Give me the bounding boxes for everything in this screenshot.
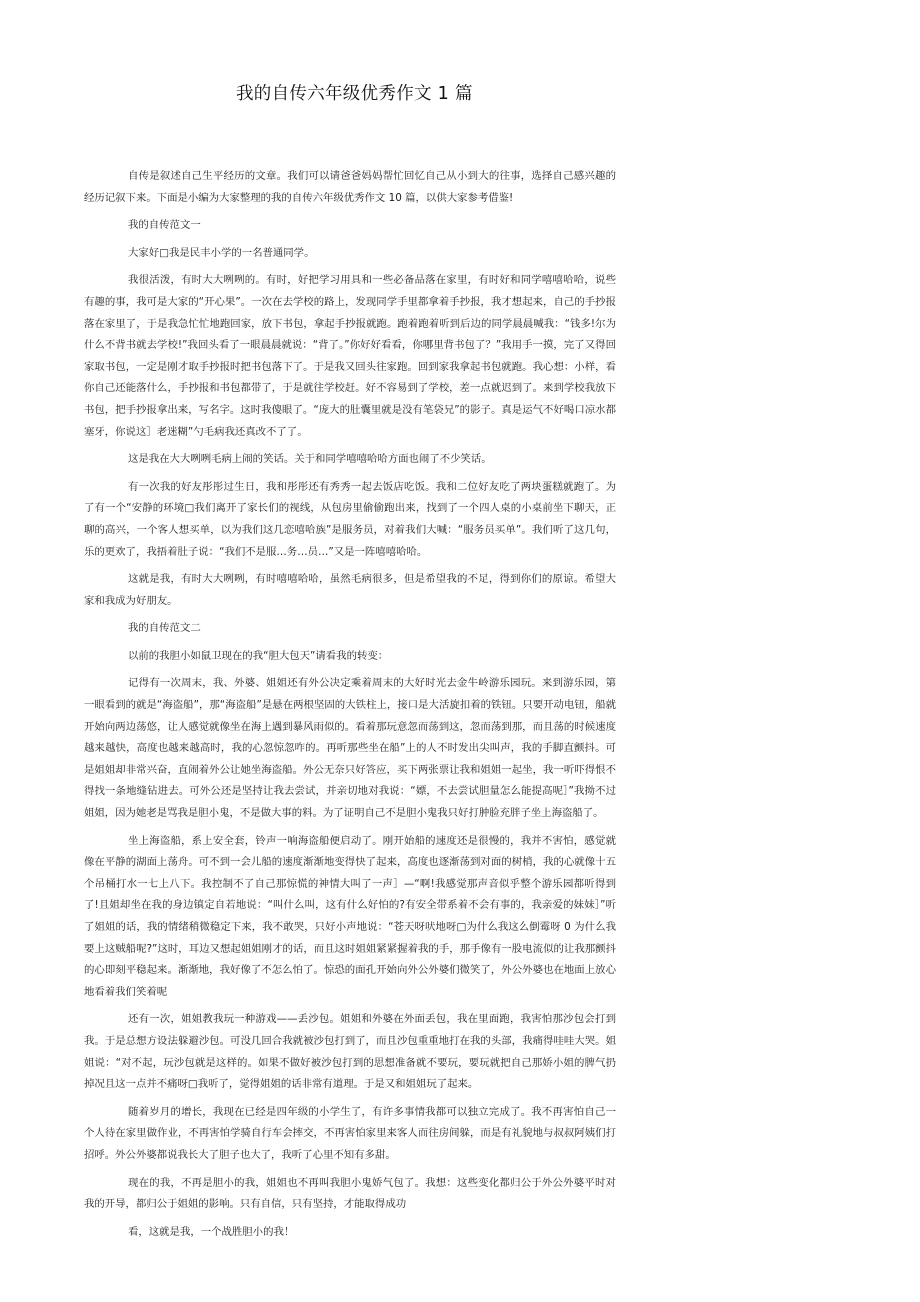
paragraph: 这就是我，有时大大咧咧，有时嘻嘻哈哈，虽然毛病很多，但是希望我的不足，得到你们的原谅。希望大家和我成为好朋友。 bbox=[84, 573, 616, 607]
section-heading-1: 我的自传范文一 bbox=[128, 219, 201, 232]
paragraph: 我很活泼，有时大大咧咧的。有时，好把学习用具和一些必备品落在家里，有时好和同学嘻嘻哈哈，说些有趣的事，我可是大家的“开心果”。一次在去学校的路上，发现同学手里都拿着手抄报，我才想起来，自己的手抄报落在家里了，于是我急忙忙地跑回家，放下书包，拿起手抄报就跑。跑着跑着听到后边的同学晨晨喊我：“钱多!尔为什么不背书就去学校!”我回头看了一眼晨晨就说：“背了。”你好好看看，你哪里背书包了？”我用手一摸，完了又得回家取书包，一定是刚才取手抄报时把书包落下了。于是我又回头往家跑。回到家我拿起书包就跑。我心想：小样，看你自己还能落什么，手抄报和书包都带了，于是就往学校赶。好不容易到了学校，差一点就迟到了。来到学校我放下书包，把手抄报拿出来，写名字。这时我傻眼了。“庞大的肚囊里就是没有笔袋兄”的影子。真是运气不好喝口凉水都塞牙，你说这］老迷糊”勺毛病我还真改不了了。 bbox=[84, 274, 616, 438]
section-heading-2: 我的自传范文二 bbox=[128, 622, 201, 635]
paragraph: 现在的我，不再是胆小的我，姐姐也不再叫我胆小鬼娇气包了。我想：这些变化都归公于外公外婆平时对我的开导，都归公于姐姐的影响。只有自信，只有坚持，才能取得成功 bbox=[84, 1176, 616, 1211]
paragraph: 大家好□我是民丰小学的一名普通同学。 bbox=[128, 246, 315, 259]
paragraph: 还有一次，姐姐教我玩一种游戏——丢沙包。姐姐和外婆在外面丢包，我在里面跑，我害怕那沙包会打到我。于是总想方设法躲避沙包。可没几回合我就被沙包打到了，而且沙包重重地打在我的头部，我痛得哇哇大哭。姐姐说：“对不起，玩沙包就是这样的。如果不做好被沙包打到的思想准备就不要玩，要玩就把自己那娇小姐的脾气扔掉况且这一点并不痛呀□我听了，觉得姐姐的话非常有道理。于是又和姐姐玩了起来。 bbox=[84, 1013, 616, 1091]
paragraph: 随着岁月的增长，我现在已经是四年级的小学生了，有许多事情我都可以独立完成了。我不再害怕自己一个人待在家里做作业，不再害怕学骑自行车会摔交，不再害怕家里来客人而往房间躲，而是有礼貌地与叔叔阿姨们打招呼。外公外婆都说我长大了胆子也大了，我听了心里不知有多甜。 bbox=[84, 1105, 616, 1161]
paragraph: 这是我在大大咧咧毛病上闹的笑话。关于和同学嘻嘻哈哈方面也闹了不少笑话。 bbox=[128, 453, 492, 466]
paragraph: 坐上海盗船，系上安全套，铃声一响海盗船便启动了。刚开始船的速度还是很慢的，我并不害怕，感觉就像在平静的湖面上荡舟。可不到一会儿船的速度渐渐地变得快了起来，高度也逐渐荡到对面的树梢，我的心就像十五个吊桶打水一七上八下。我控制不了自己那惊慌的神情大叫了一声］—“啊!我感觉那声音似乎整个游乐园都听得到了!且姐却坐在我的身边镇定自若地说：“叫什么叫，这有什么好怕的?有安全带系着不会有事的，我亲爱的妹妹］”听了姐姐的话，我的情绪稍微稳定下来，我不敢哭，只好小声地说：“苍天呀吠地呀□为什么我这么倒霉呀 0 为什么我要上这贼船呢?”这时，耳边又想起姐姐刚才的话，而且这时姐姐紧紧握着我的手，那手像有一股电流似的让我那颤抖的心即刻平稳起来。渐渐地，我好像了不怎么怕了。惊恐的面孔开始向外公外婆们微笑了，外公外婆也在地面上放心地看着我们笑着呢 bbox=[84, 834, 616, 998]
intro-paragraph: 自传是叙述自己生平经历的文章。我们可以请爸爸妈妈帮忙回忆自己从小到大的往事，选择自己感兴趣的经历记叙下来。下面是小编为大家整理的我的自传六年级优秀作文 10 篇，以供大家参考借鉴! bbox=[84, 170, 616, 204]
article-body bbox=[84, 166, 616, 1243]
paragraph: 有一次我的好友彤彤过生日，我和彤彤还有秀秀一起去饭店吃饭。我和二位好友吃了两块蛋糕就跑了。为了有一个“安静的环境□我们离开了家长们的视线，从包房里偷偷跑出来，找到了一个四人桌的小桌前坐下聊天，正聊的高兴，一个客人想买单，以为我们这几恋嘻哈族”是服务员，对着我们大喊：“服务员买单”。我们听了这几句，乐的更欢了，我捂着肚子说：“我们不是服…务…员…”又是一阵嘻嘻哈哈。 bbox=[84, 480, 616, 558]
closing-paragraph: 看，这就是我，一个战胜胆小的我！ bbox=[128, 1225, 295, 1238]
paragraph: 记得有一次周末，我、外婆、姐姐还有外公决定乘着周末的大好时光去金牛岭游乐园玩。来到游乐园，第一眼看到的就是“海盗船”，那“海盗船”是悬在两根坚固的大铁柱上，接口是大活旋扣着的铁钮。只要开动电钮，船就开始向两边荡悠，让人感觉就像坐在海上遇到暴风雨似的。看着那玩意忽而荡到这，忽而荡到那，而且荡的时候速度越来越快，高度也越来越高时，我的心忽惊忽咋的。再听那些坐在船”上的人不时发出尖叫声，我的手脚直颤抖。可是姐姐却非常兴奋，直闹着外公让她坐海盗船。外公无奈只好答应，买下两张票让我和姐姐一起坐，我一听吓得恨不得找一条地缝钻进去。可外公还是坚持让我去尝试，并亲切地对我说：“嫖，不去尝试胆量怎么能提高呢］”我拗不过姐姐，因为她老是骂我是胆小鬼，不是做大事的料。为了证明自己不是胆小鬼我只好打肿脸充胖子坐上海盗船了。 bbox=[84, 677, 616, 820]
paragraph: 以前的我胆小如鼠卫现在的我“胆大包天”请看我的转变： bbox=[128, 649, 389, 662]
page-title: 我的自传六年级优秀作文 1 篇 bbox=[236, 84, 473, 104]
